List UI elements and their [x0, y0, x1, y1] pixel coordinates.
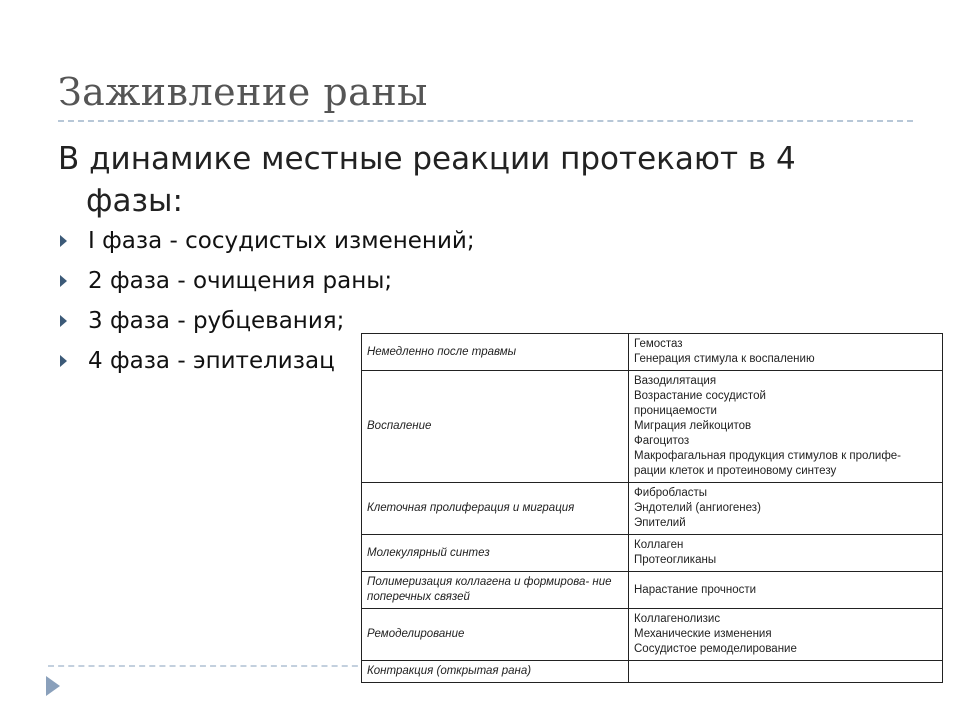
- bullet-arrow-icon: [60, 235, 67, 247]
- stage-cell: Молекулярный синтез: [362, 535, 629, 572]
- phase-bullet-label: 4 фаза - эпителизац: [88, 348, 335, 374]
- process-cell: [629, 371, 943, 483]
- stage-cell: Полимеризация коллагена и формирова- ние поперечных связей: [362, 572, 629, 609]
- stage-cell: Воспаление: [362, 371, 629, 483]
- stage-cell: Немедленно после травмы: [362, 334, 629, 371]
- table-row: [362, 661, 943, 683]
- wound-healing-table: [361, 333, 943, 683]
- intro-line-2: фазы:: [86, 183, 183, 219]
- process-cell: [629, 334, 943, 371]
- process-item: Сосудистое ремоделирование: [634, 643, 797, 655]
- table-row: [362, 371, 943, 483]
- process-item: Макрофагальная продукция стимулов к пролифе-: [634, 450, 902, 462]
- process-item: рации клеток и протеиновому синтезу: [634, 465, 837, 477]
- table-row: [362, 609, 943, 661]
- bullet-arrow-icon: [60, 355, 67, 367]
- stage-cell: Контракция (открытая рана): [362, 661, 629, 683]
- process-cell: [629, 609, 943, 661]
- bullet-arrow-icon: [60, 315, 67, 327]
- process-item: [634, 664, 937, 679]
- table-row: [362, 572, 943, 609]
- table-row: [362, 535, 943, 572]
- process-cell: [629, 483, 943, 535]
- process-item: Возрастание сосудистой: [634, 390, 766, 402]
- phase-bullet-label: 2 фаза - очищения раны;: [88, 268, 393, 294]
- bullet-arrow-icon: [60, 275, 67, 287]
- process-item: Механические изменения: [634, 628, 772, 640]
- intro-text: [58, 138, 918, 222]
- process-item: Протеогликаны: [634, 554, 717, 566]
- process-item: Эпителий: [634, 517, 686, 529]
- process-item: Эндотелий (ангиогенез): [634, 502, 761, 514]
- phase-bullet: [58, 226, 475, 266]
- process-cell: [629, 535, 943, 572]
- stage-cell: Клеточная пролиферация и миграция: [362, 483, 629, 535]
- stage-cell: Ремоделирование: [362, 609, 629, 661]
- process-cell: [629, 661, 943, 683]
- footer-divider: [48, 665, 368, 667]
- phase-bullet-label: 3 фаза - рубцевания;: [88, 308, 345, 334]
- process-item: Нарастание прочности: [634, 583, 757, 596]
- process-item: Вазодилятация: [634, 375, 717, 387]
- process-item: Фагоцитоз: [634, 435, 690, 447]
- phase-bullet-label: I фаза - сосудистых изменений;: [88, 228, 475, 254]
- intro-line-1: В динамике местные реакции протекают в 4: [58, 141, 796, 177]
- process-item: Коллаген: [634, 539, 684, 551]
- process-item: Коллагенолизис: [634, 613, 721, 625]
- process-item: Фибробласты: [634, 487, 708, 499]
- process-item: Гемостаз: [634, 338, 683, 350]
- next-slide-arrow-icon[interactable]: [46, 676, 60, 696]
- process-item: Миграция лейкоцитов: [634, 420, 752, 432]
- table-row: [362, 334, 943, 371]
- phase-bullet: [58, 266, 475, 306]
- process-item: проницаемости: [634, 405, 717, 417]
- title-divider: [58, 120, 913, 122]
- slide-title: Заживление раны: [58, 70, 428, 114]
- table-row: [362, 483, 943, 535]
- process-item: Генерация стимула к воспалению: [634, 353, 815, 365]
- process-cell: [629, 572, 943, 609]
